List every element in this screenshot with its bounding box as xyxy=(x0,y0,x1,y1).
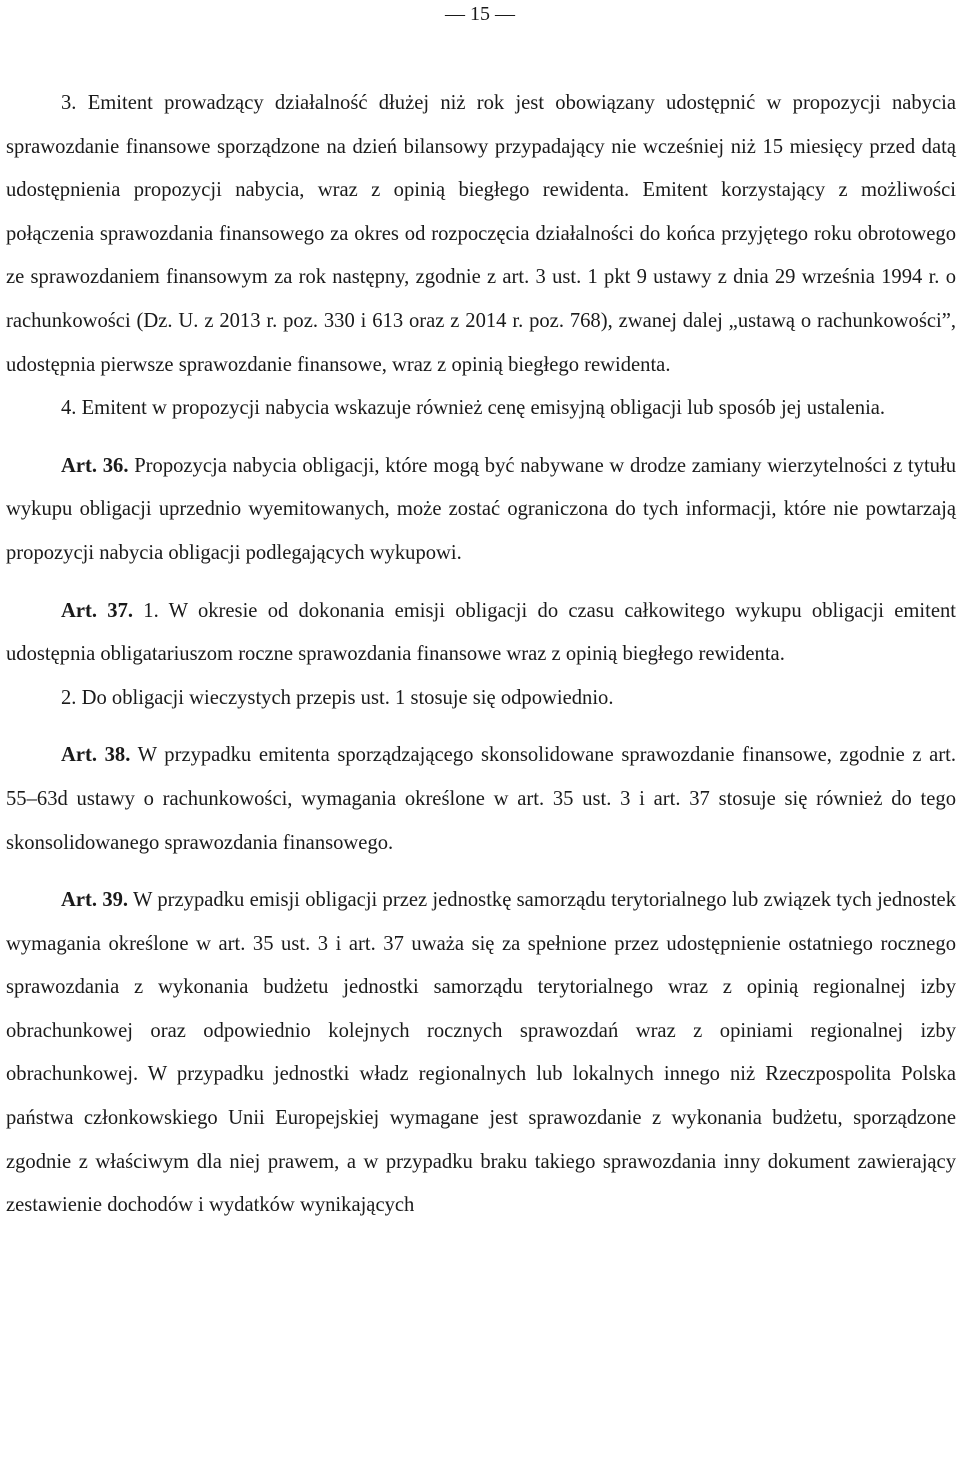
paragraph-emitent-obligations xyxy=(6,82,956,387)
paragraph-text: W przypadku emitenta sporządzającego skonsolidowane sprawozdanie finansowe, zgodnie z art. 55–63d ustawy o rachunkowości, wymagania określone w art. 35 ust. 3 i art. 37 stosuje się również do tego skonsolidowanego sprawozdania finansowego. xyxy=(6,744,956,854)
article-heading: Art. 36. xyxy=(61,454,129,477)
paragraph-issue-price xyxy=(6,387,956,431)
page-number: — 15 — xyxy=(445,3,515,25)
paragraph-text: W przypadku emisji obligacji przez jednostkę samorządu terytorialnego lub związek tych jednostek wymagania określone w art. 35 ust. 3 i art. 37 uważa się za spełnione przez udostępnienie ostatniego rocznego sprawozdania z wykonania budżetu jednostki samorządu terytorialnego wraz z opinią regionalnej izby obrachunkowej oraz odpowiednio kolejnych rocznych sprawozdań wraz z opiniami regionalnej izby obrachunkowej. W przypadku jednostki władz regionalnych lub lokalnych innego niż Rzeczpospolita Polska państwa członkowskiego Unii Europejskiej wymagane jest sprawozdanie z wykonania budżetu, sporządzone zgodnie z właściwym dla niej prawem, a w przypadku braku takiego sprawozdania inny dokument zawierający zestawienie dochodów i wydatków wynikających xyxy=(6,889,956,1217)
paragraph-perpetual-bonds xyxy=(6,677,956,721)
article-heading: Art. 39. xyxy=(61,889,129,912)
paragraph-text: Propozycja nabycia obligacji, które mogą być nabywane w drodze zamiany wierzytelności z tytułu wykupu obligacji uprzednio wyemitowanych, może zostać ograniczona do tych informacji, które nie powtarzają propozycji nabycia obligacji podlegających wykupowi. xyxy=(6,454,956,564)
paragraph-text: 4. Emitent w propozycji nabycia wskazuje również cenę emisyjną obligacji lub sposób jej ustalenia. xyxy=(61,397,886,420)
article-36 xyxy=(6,445,956,576)
article-37 xyxy=(6,590,956,677)
paragraph-text: 1. W okresie od dokonania emisji obligacji do czasu całkowitego wykupu obligacji emitent udostępnia obligatariuszom roczne sprawozdania finansowe wraz z opinią biegłego rewidenta. xyxy=(6,599,956,666)
article-heading: Art. 37. xyxy=(61,599,134,622)
article-38 xyxy=(6,734,956,865)
article-39 xyxy=(6,879,956,1228)
document-body xyxy=(6,82,956,1228)
paragraph-text: 2. Do obligacji wieczystych przepis ust. 1 stosuje się odpowiednio. xyxy=(61,686,614,709)
paragraph-text: 3. Emitent prowadzący działalność dłużej niż rok jest obowiązany udostępnić w propozycji nabycia sprawozdanie finansowe sporządzone na dzień bilansowy przypadający nie wcześniej niż 15 miesięcy przed datą udostępnienia propozycji nabycia, wraz z opinią biegłego rewidenta. Emitent korzystający z możliwości połączenia sprawozdania finansowego za okres od rozpoczęcia działalności do końca przyjętego roku obrotowego ze sprawozdaniem finansowym za rok następny, zgodnie z art. 3 ust. 1 pkt 9 ustawy z dnia 29 września 1994 r. o rachunkowości (Dz. U. z 2013 r. poz. 330 i 613 oraz z 2014 r. poz. 768), zwanej dalej „ustawą o rachunkowości”, udostępnia pierwsze sprawozdanie finansowe, wraz z opinią biegłego rewidenta. xyxy=(6,92,956,376)
article-heading: Art. 38. xyxy=(61,744,131,767)
